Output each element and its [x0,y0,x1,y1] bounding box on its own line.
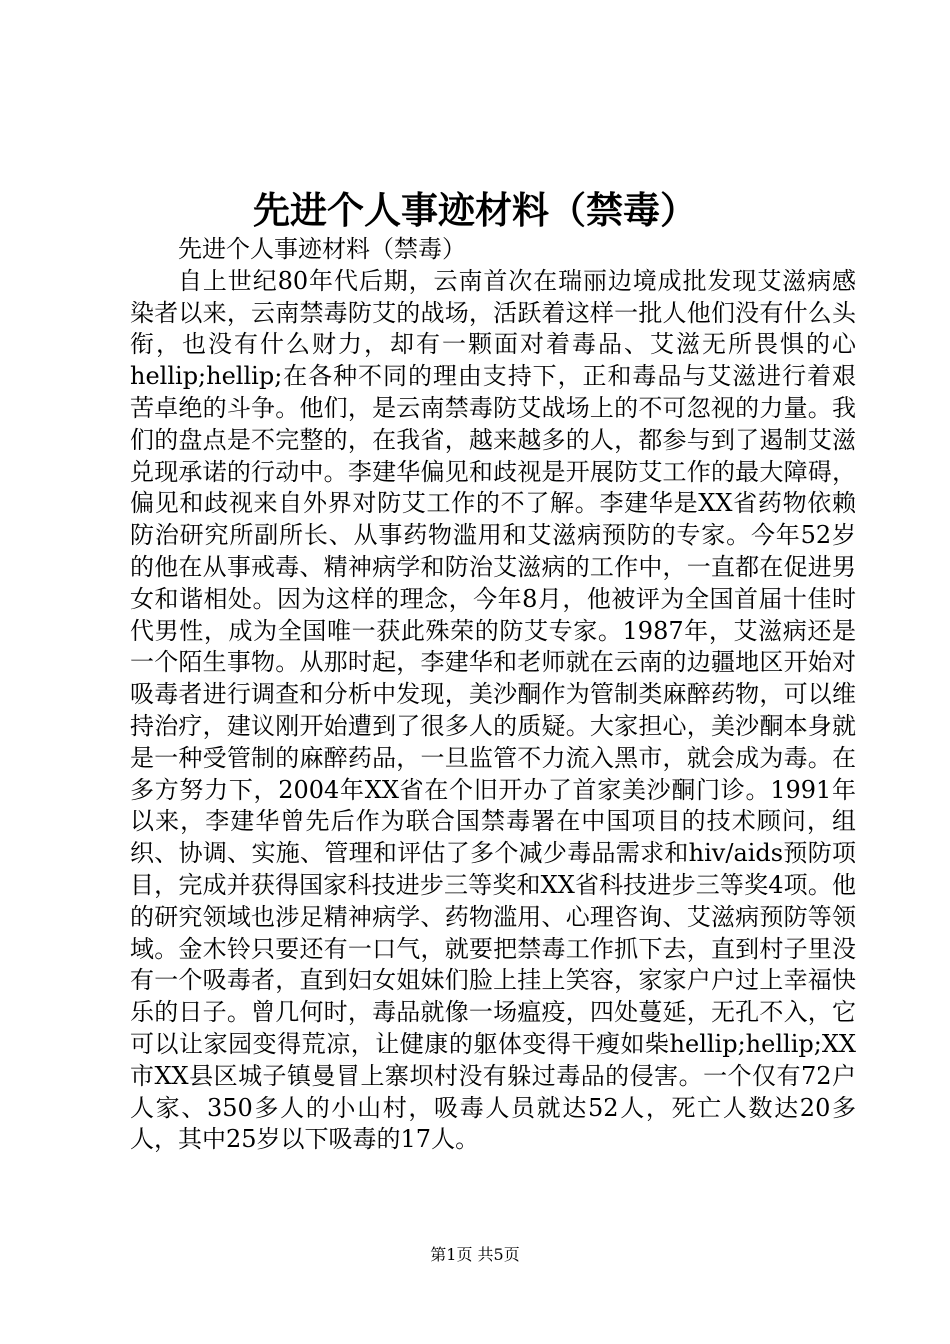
page-title: 先进个人事迹材料（禁毒） [253,188,697,232]
page-number: 第1页 共5页 [430,1245,520,1264]
document-body [130,234,856,1156]
body-paragraph: 自上世纪80年代后期，云南首次在瑞丽边境成批发现艾滋病感染者以来，云南禁毒防艾的战场，活跃着这样一批人他们没有什么头衔，也没有什么财力，却有一颗面对着毒品、艾滋无所畏惧的心hellip;hellip;在各种不同的理由支持下，正和毒品与艾滋进行着艰苦卓绝的斗争。他们，是云南禁毒防艾战场上的不可忽视的力量。我们的盘点是不完整的，在我省，越来越多的人，都参与到了遏制艾滋兑现承诺的行动中。李建华偏见和歧视是开展防艾工作的最大障碍，偏见和歧视来自外界对防艾工作的不了解。李建华是XX省药物依赖防治研究所副所长、从事药物滥用和艾滋病预防的专家。今年52岁的他在从事戒毒、精神病学和防治艾滋病的工作中，一直都在促进男女和谐相处。因为这样的理念，今年8月，他被评为全国首届十佳时代男性，成为全国唯一获此殊荣的防艾专家。1987年，艾滋病还是一个陌生事物。从那时起，李建华和老师就在云南的边疆地区开始对吸毒者进行调查和分析中发现，美沙酮作为管制类麻醉药物，可以维持治疗，建议刚开始遭到了很多人的质疑。大家担心，美沙酮本身就是一种受管制的麻醉药品，一旦监管不力流入黑市，就会成为毒。在多方努力下，2004年XX省在个旧开办了首家美沙酮门诊。1991年以来，李建华曾先后作为联合国禁毒署在中国项目的技术顾问，组织、协调、实施、管理和评估了多个减少毒品需求和hiv/aids预防项目，完成并获得国家科技进步三等奖和XX省科技进步三等奖4项。他的研究领域也涉足精神病学、药物滥用、心理咨询、艾滋病预防等领域。金木铃只要还有一口气，就要把禁毒工作抓下去，直到村子里没有一个吸毒者，直到妇女姐妹们脸上挂上笑容，家家户户过上幸福快乐的日子。曾几何时，毒品就像一场瘟疫，四处蔓延，无孔不入，它可以让家园变得荒凉，让健康的躯体变得干瘦如柴hellip;hellip;XX市XX县区城子镇曼冒上寨坝村没有躲过毒品的侵害。一个仅有72户人家、350多人的小山村，吸毒人员就达52人，死亡人数达20多人，其中25岁以下吸毒的17人。 [130,266,856,1154]
subtitle-paragraph: 先进个人事迹材料（禁毒） [178,235,466,263]
